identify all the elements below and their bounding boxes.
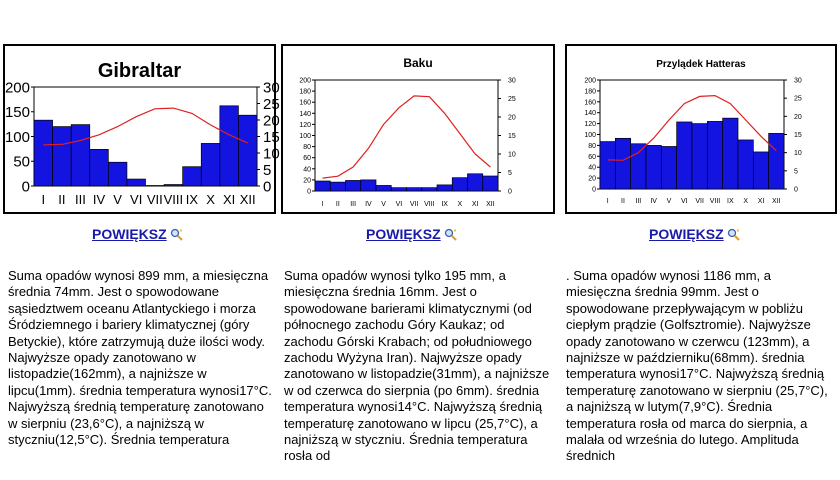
- y-tick-label: 140: [584, 110, 596, 118]
- y-tick-label: 100: [4, 128, 30, 146]
- y-tick-label: 100: [299, 132, 311, 140]
- precipitation-bar: [220, 106, 239, 186]
- precipitation-bar: [600, 142, 615, 189]
- y-tick-label: 140: [299, 110, 311, 118]
- y-tick-label: 200: [299, 77, 311, 85]
- x-tick-label: II: [335, 201, 340, 208]
- precipitation-bar: [90, 149, 109, 186]
- x-tick-label: XI: [757, 198, 765, 205]
- precipitation-bar: [707, 121, 722, 189]
- x-tick-label: VII: [409, 201, 419, 208]
- precipitation-bar: [468, 174, 483, 191]
- y2-tick-label: 30: [794, 77, 802, 85]
- x-tick-label: VI: [395, 201, 403, 208]
- x-tick-label: XII: [772, 198, 781, 205]
- y2-tick-label: 5: [508, 169, 512, 177]
- x-tick-label: V: [381, 201, 386, 208]
- precipitation-bar: [391, 188, 406, 191]
- x-tick-label: IX: [727, 198, 734, 205]
- enlarge-link-label: POWIĘKSZ: [649, 226, 724, 242]
- chart-gibraltar: [4, 46, 280, 212]
- y-tick-label: 120: [299, 121, 311, 129]
- precipitation-bar: [127, 179, 146, 186]
- x-tick-label: III: [635, 198, 642, 205]
- y2-tick-label: 15: [794, 131, 802, 139]
- x-tick-label: VII: [695, 198, 704, 205]
- y2-tick-label: 15: [263, 128, 280, 146]
- precipitation-bar: [437, 185, 452, 191]
- precipitation-bar: [738, 140, 753, 189]
- chart-title: Gibraltar: [97, 60, 182, 82]
- x-tick-label: III: [75, 192, 86, 207]
- x-tick-label: III: [350, 201, 357, 208]
- precipitation-bar: [422, 188, 437, 191]
- precipitation-bar: [452, 178, 467, 191]
- x-tick-label: IV: [92, 192, 106, 207]
- precipitation-bar: [615, 138, 630, 189]
- y2-tick-label: 5: [794, 168, 798, 176]
- precipitation-bar: [692, 124, 707, 189]
- precipitation-bar: [330, 182, 345, 191]
- x-tick-label: II: [621, 198, 625, 205]
- y-tick-label: 50: [13, 153, 30, 171]
- x-tick-label: VIII: [163, 192, 184, 207]
- precipitation-bar: [646, 145, 661, 189]
- x-tick-label: VI: [681, 198, 688, 205]
- y2-tick-label: 30: [263, 79, 280, 97]
- x-tick-label: X: [206, 192, 215, 207]
- y-tick-label: 40: [588, 164, 596, 172]
- enlarge-link-hatteras[interactable]: [649, 226, 740, 242]
- y-tick-label: 160: [584, 99, 596, 107]
- y2-tick-label: 0: [263, 178, 272, 196]
- y-tick-label: 80: [588, 142, 596, 150]
- chart-title: Baku: [403, 56, 433, 70]
- y-tick-label: 160: [299, 99, 311, 107]
- y2-tick-label: 20: [263, 112, 280, 130]
- y-tick-label: 180: [299, 88, 311, 96]
- x-tick-label: I: [41, 192, 46, 207]
- precipitation-bar: [407, 188, 422, 191]
- y-tick-label: 20: [588, 175, 596, 183]
- y-tick-label: 40: [303, 166, 311, 174]
- magnifier-icon: [727, 228, 740, 241]
- precipitation-bar: [201, 143, 220, 186]
- y-tick-label: 180: [584, 88, 596, 96]
- y-tick-label: 150: [4, 104, 30, 121]
- precipitation-bar: [108, 162, 127, 186]
- y2-tick-label: 10: [508, 151, 516, 159]
- magnifier-icon: [444, 228, 457, 241]
- y-tick-label: 200: [584, 77, 596, 85]
- x-tick-label: IX: [185, 192, 199, 207]
- y-tick-label: 120: [584, 121, 596, 129]
- x-tick-label: IV: [365, 201, 372, 208]
- chart-panel-baku: [281, 44, 555, 214]
- y2-tick-label: 25: [794, 95, 802, 103]
- temperature-line: [323, 96, 491, 178]
- precipitation-bar: [164, 185, 183, 186]
- y-tick-label: 20: [303, 177, 311, 185]
- x-tick-label: XII: [486, 201, 495, 208]
- x-tick-label: VIII: [424, 201, 435, 208]
- precipitation-bar: [723, 118, 738, 189]
- y2-tick-label: 15: [508, 132, 516, 140]
- enlarge-link-baku[interactable]: [366, 226, 457, 242]
- chart-panel-gibraltar: [3, 44, 280, 214]
- precipitation-bar: [315, 181, 330, 191]
- y2-tick-label: 10: [263, 145, 280, 163]
- x-tick-label: X: [457, 201, 463, 208]
- y2-tick-label: 20: [508, 114, 516, 122]
- y-tick-label: 80: [303, 144, 311, 152]
- y-tick-label: 0: [307, 188, 311, 196]
- x-tick-label: IX: [441, 201, 448, 208]
- x-tick-label: XII: [239, 192, 256, 207]
- x-tick-label: VIII: [709, 198, 721, 205]
- x-tick-label: XI: [471, 201, 479, 208]
- x-tick-label: XI: [222, 192, 236, 207]
- y-tick-label: 0: [21, 178, 30, 196]
- y2-tick-label: 5: [263, 161, 272, 179]
- y2-tick-label: 0: [794, 186, 798, 194]
- y2-tick-label: 0: [508, 188, 512, 196]
- precipitation-bar: [769, 133, 784, 189]
- chart-title: Przylądek Hatteras: [656, 59, 746, 70]
- climate-description-baku: Suma opadów wynosi tylko 195 mm, a miesięczna średnia 16mm. Jest o spowodowane barierami klimatycznymi (od północnego zachodu Góry Kaukaz; od zachodu Górski Krabach; od południowego zachodu Wyżyna Iran). Najwyższe opady zanotowano w listopadzie(31mm), a najniższe w od czerwca do sierpnia (po 6mm). średnia temperatura wynosi14°C. Najwyższą średnią temperaturę zanotowano w lipcu (25,7°C), a najniższą w styczniu. Średnia temperatura rosła od: [284, 268, 550, 464]
- precipitation-bar: [376, 185, 391, 191]
- y-tick-label: 0: [592, 186, 596, 194]
- y-tick-label: 60: [303, 155, 311, 163]
- chart-hatteras: [567, 46, 835, 212]
- precipitation-bar: [361, 180, 376, 191]
- x-tick-label: V: [113, 192, 122, 207]
- x-tick-label: I: [321, 201, 324, 208]
- precipitation-bar: [677, 122, 692, 189]
- y2-tick-label: 25: [508, 95, 516, 103]
- x-tick-label: I: [606, 198, 609, 205]
- x-tick-label: V: [666, 198, 672, 205]
- precipitation-bar: [34, 120, 53, 186]
- chart-baku: [283, 46, 553, 212]
- precipitation-bar: [53, 127, 72, 186]
- x-tick-label: VI: [130, 192, 143, 207]
- climate-description-hatteras: . Suma opadów wynosi 1186 mm, a miesięczna średnia 99mm. Jest o spowodowane przepływającym w pobliżu ciepłym prądzie (Golfsztromie). Najwyższe opady zanotowano w czerwcu (123mm), a najniższe w październiku(68mm). średnia temperatura wynosi17°C. Najwyższą średnią temperaturę zanotowano w sierpniu (25,7°C), a najniższą w lutym(7,9°C). Średnia temperatura rosła od marca do sierpnia, a malała od września do lutego. Amplituda średnich: [566, 268, 828, 464]
- precipitation-bar: [71, 125, 90, 186]
- precipitation-bar: [483, 176, 498, 191]
- y2-tick-label: 20: [794, 113, 802, 121]
- y2-tick-label: 30: [508, 77, 516, 85]
- precipitation-bar: [631, 144, 646, 189]
- chart-panel-hatteras: [565, 44, 837, 214]
- y2-tick-label: 25: [263, 95, 280, 113]
- precipitation-bar: [661, 146, 676, 189]
- enlarge-link-gibraltar[interactable]: [92, 226, 183, 242]
- climate-description-gibraltar: Suma opadów wynosi 899 mm, a miesięczna średnia 74mm. Jest o spowodowane sąsiedztwem oceanu Atlantyckiego i morza Śródziemnego i bariery klimatycznej (góry Betyckie), które zatrzymują duże ilości wody. Najwyższe opady zanotowano w listopadzie(162mm), a najniższe w lipcu(1mm). średnia temperatura wynosi17°C. Najwyższą średnią temperaturę zanotowano w sierpniu (23,6°C), a najniższą w styczniu(12,5°C). Średnia temperatura: [8, 268, 272, 448]
- y2-tick-label: 10: [794, 150, 802, 158]
- precipitation-bar: [753, 152, 768, 189]
- y-tick-label: 200: [4, 79, 30, 97]
- x-tick-label: VII: [146, 192, 163, 207]
- magnifier-icon: [170, 228, 183, 241]
- precipitation-bar: [346, 180, 361, 191]
- precipitation-bar: [238, 115, 257, 186]
- enlarge-link-label: POWIĘKSZ: [92, 226, 167, 242]
- x-tick-label: IV: [650, 198, 657, 205]
- x-tick-label: II: [58, 192, 66, 207]
- enlarge-link-label: POWIĘKSZ: [366, 226, 441, 242]
- precipitation-bar: [183, 167, 202, 186]
- y-tick-label: 100: [584, 131, 596, 139]
- x-tick-label: X: [743, 198, 749, 205]
- y-tick-label: 60: [588, 153, 596, 161]
